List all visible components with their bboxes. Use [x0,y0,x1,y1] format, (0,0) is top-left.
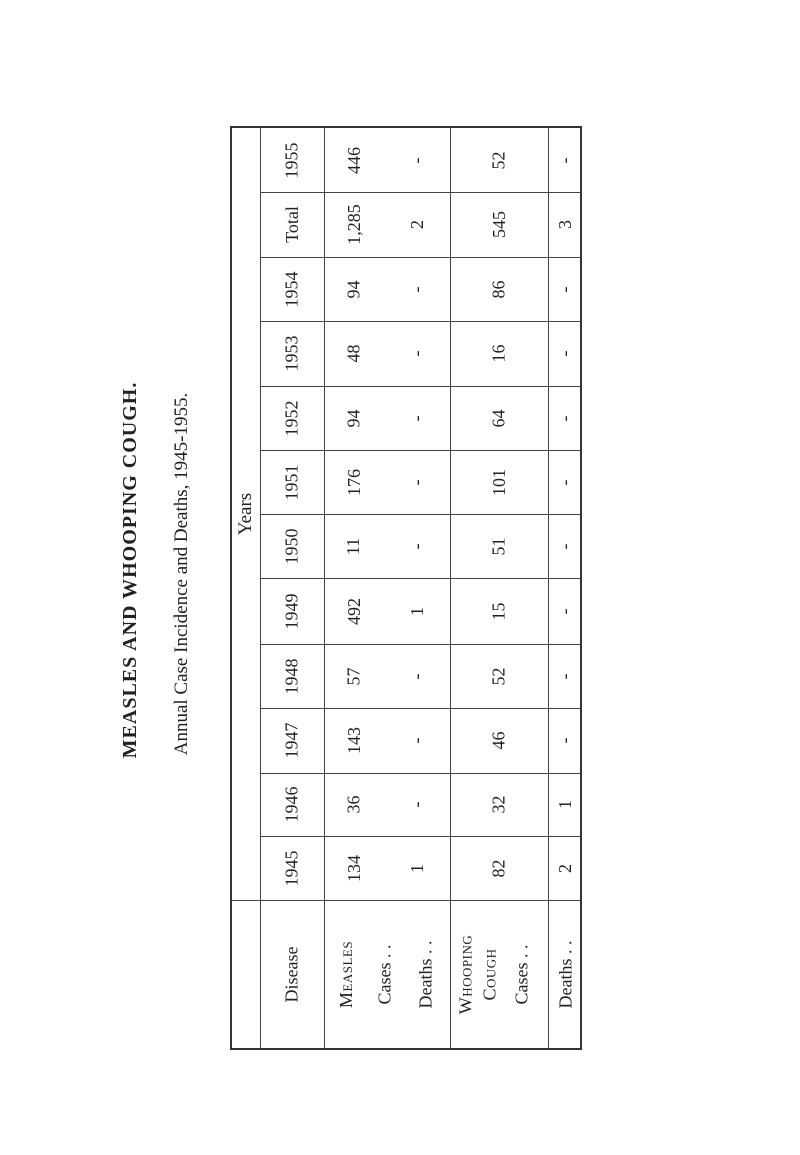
whooping-deaths-cell: - [554,157,575,163]
whooping-cases-cell: 52 [488,151,509,169]
measles-deaths-cell: - [406,801,427,808]
data-table [230,126,582,1050]
year-header: 1945 [281,850,302,886]
whooping-cases-cell: 545 [488,211,509,238]
measles-cases-cell: 143 [343,727,364,754]
year-header: 1951 [281,464,302,500]
whooping-cases-cell: 101 [488,468,509,496]
whooping-deaths-cell: - [554,415,575,421]
whooping-deaths-cell: 2 [554,863,575,873]
measles-deaths-cell: 1 [406,606,427,616]
whooping-deaths-cell: 1 [554,800,575,809]
year-header: 1948 [281,658,302,694]
whooping-cases-cell: 64 [488,409,509,427]
measles-cases-cell: 36 [343,795,364,814]
whooping-deaths-cell: - [554,543,575,549]
measles-cases-cell: 57 [343,667,364,685]
year-header: 1954 [281,271,302,307]
whooping-label-2: Cough [479,947,500,1001]
measles-cases-cell: 48 [343,344,364,363]
year-header: 1949 [281,593,302,629]
measles-deaths-label: Deaths . . [415,940,436,1008]
whooping-label-1: Whooping [455,934,476,1014]
measles-deaths-cell: - [406,673,427,679]
whooping-cases-cell: 16 [488,344,509,363]
disease-header: Disease [281,946,302,1002]
year-header: 1955 [281,142,302,178]
year-header: 1947 [281,722,302,759]
year-header: Total [281,206,302,243]
whooping-deaths-cell: - [554,673,575,679]
whooping-cases-cell: 15 [488,602,509,620]
years-header: Years [235,492,257,536]
whooping-deaths-cell: - [554,737,575,744]
whooping-deaths-cell: - [554,286,575,292]
measles-cases-label: Cases . . [374,944,395,1004]
measles-cases-cell: 1,285 [343,204,364,245]
measles-cases-cell: 446 [343,146,364,174]
measles-deaths-cell: - [406,543,427,549]
whooping-deaths-cell: - [554,350,575,357]
measles-deaths-cell: - [406,157,427,163]
whooping-cases-cell: 52 [488,667,509,685]
measles-deaths-cell: - [406,737,427,744]
year-header: 1952 [281,400,302,436]
whooping-cases-cell: 32 [488,795,509,814]
measles-deaths-cell: 1 [406,863,427,873]
whooping-deaths-cell: - [554,479,575,485]
whooping-deaths-cell: 3 [554,220,575,229]
whooping-deaths-label: Deaths . . [555,940,576,1008]
whooping-cases-cell: 46 [488,731,509,750]
measles-cases-cell: 11 [343,537,364,555]
measles-cases-cell: 94 [343,409,364,427]
whooping-cases-label: Cases . . [511,944,532,1004]
measles-cases-cell: 94 [343,280,364,298]
whooping-cases-cell: 86 [488,280,509,298]
page-subtitle: Annual Case Incidence and Deaths, 1945-1955. [171,392,192,756]
measles-cases-cell: 492 [343,597,364,625]
year-header: 1950 [281,528,302,564]
measles-deaths-cell: - [406,479,427,485]
measles-cases-cell: 134 [343,854,364,882]
whooping-deaths-cell: - [554,608,575,614]
measles-deaths-cell: - [406,415,427,421]
measles-label: Measles [336,940,357,1008]
measles-cases-cell: 176 [343,468,364,496]
measles-deaths-cell: 2 [406,220,427,229]
measles-deaths-cell: - [406,286,427,292]
whooping-cases-cell: 82 [488,859,509,877]
year-header: 1946 [281,786,302,823]
whooping-cases-cell: 51 [488,537,509,555]
page-title: MEASLES AND WHOOPING COUGH. [119,381,141,759]
year-header: 1953 [281,335,302,372]
measles-deaths-cell: - [406,350,427,357]
